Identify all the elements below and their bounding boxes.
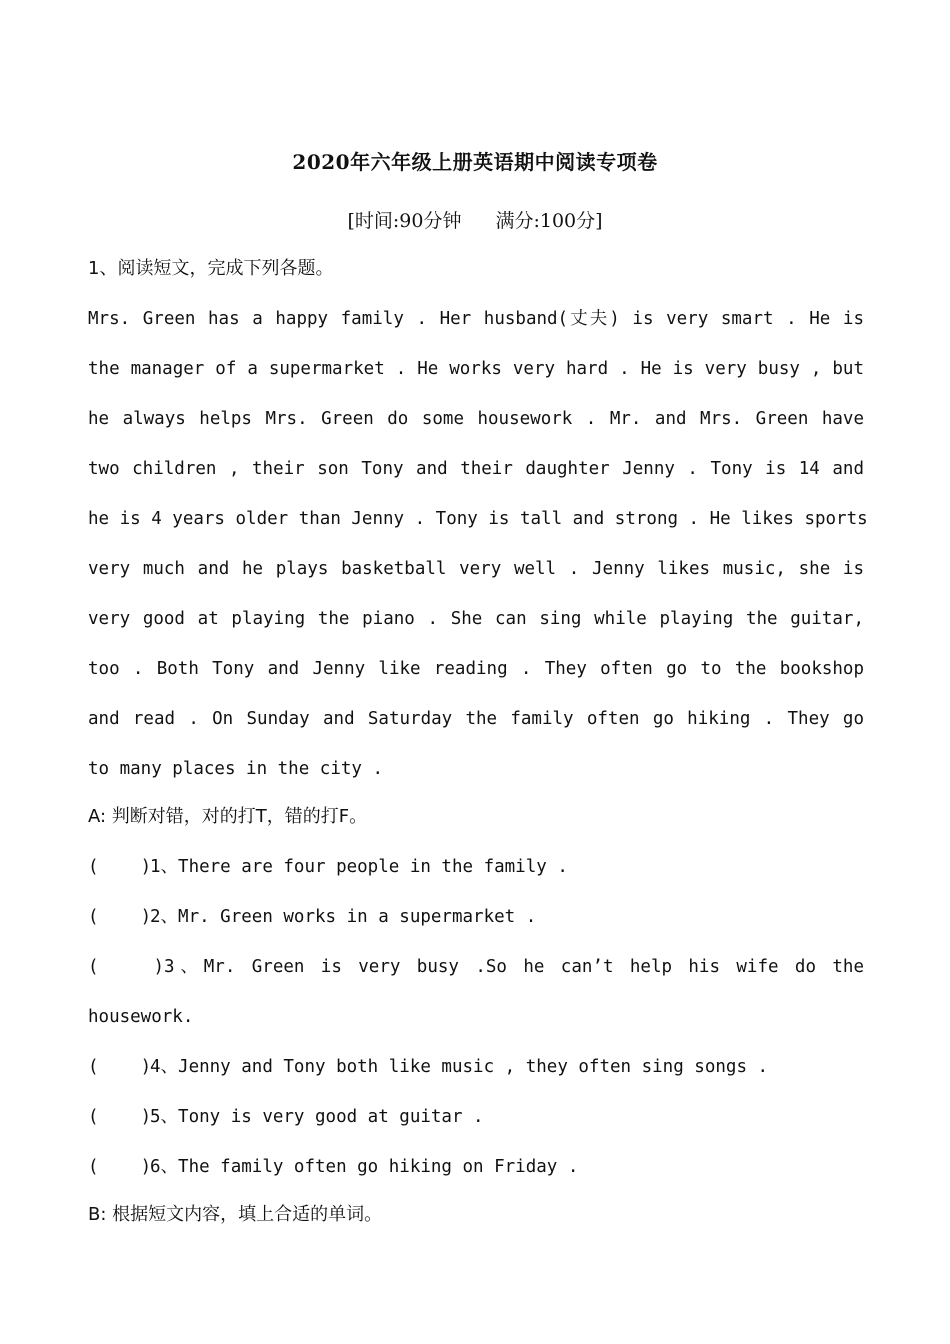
exam-info	[0, 206, 950, 233]
passage-line: the manager of a supermarket . He works very hard . He is very busy , but	[88, 359, 864, 379]
document-title: 2020年六年级上册英语期中阅读专项卷	[292, 150, 658, 174]
answer-bracket[interactable]: ( )	[88, 957, 164, 977]
answer-bracket[interactable]: ( )	[88, 1157, 152, 1177]
exam-score: 满分:100分]	[495, 210, 603, 232]
answer-bracket[interactable]: ( )	[88, 1107, 152, 1127]
question-text: 2、Mr. Green works in a supermarket .	[150, 907, 537, 927]
answer-bracket[interactable]: ( )	[88, 1057, 152, 1077]
question-text: 3、Mr. Green is very busy .So he can’t help his wife do the	[164, 957, 864, 977]
answer-bracket[interactable]: ( )	[88, 907, 152, 927]
part-b-instruction: B: 根据短文内容，填上合适的单词。	[88, 1204, 383, 1225]
question-text: 1、There are four people in the family .	[150, 857, 568, 877]
question-row	[88, 902, 536, 932]
question-row	[88, 852, 568, 882]
question-text: 6、The family often go hiking on Friday .	[150, 1157, 579, 1177]
passage-line: he always helps Mrs. Green do some housework . Mr. and Mrs. Green have	[88, 409, 864, 429]
passage-line: and read . On Sunday and Saturday the family often go hiking . They go	[88, 709, 864, 729]
answer-bracket[interactable]: ( )	[88, 857, 152, 877]
section-instruction: 1、阅读短文，完成下列各题。	[88, 258, 334, 279]
question-row	[88, 1052, 768, 1082]
question-text: 5、Tony is very good at guitar .	[150, 1107, 484, 1127]
question-row	[88, 952, 864, 982]
passage-line: two children , their son Tony and their daughter Jenny . Tony is 14 and	[88, 459, 864, 479]
question-row	[88, 1152, 578, 1182]
question-text: 4、Jenny and Tony both like music , they often sing songs .	[150, 1057, 769, 1077]
passage-line: very much and he plays basketball very well . Jenny likes music, she is	[88, 559, 864, 579]
passage-line: to many places in the city .	[88, 759, 384, 779]
part-a-instruction: A: 判断对错，对的打T，错的打F。	[88, 806, 368, 827]
passage-line: very good at playing the piano . She can sing while playing the guitar,	[88, 609, 864, 629]
exam-time: [时间:90分钟	[347, 210, 462, 232]
passage-line: Mrs. Green has a happy family . Her husband(丈夫) is very smart . He is	[88, 309, 864, 329]
question-continuation: housework.	[88, 1007, 194, 1027]
question-row	[88, 1102, 484, 1132]
passage-line: he is 4 years older than Jenny . Tony is tall and strong . He likes sports	[88, 509, 868, 529]
passage-line: too . Both Tony and Jenny like reading . They often go to the bookshop	[88, 659, 864, 679]
